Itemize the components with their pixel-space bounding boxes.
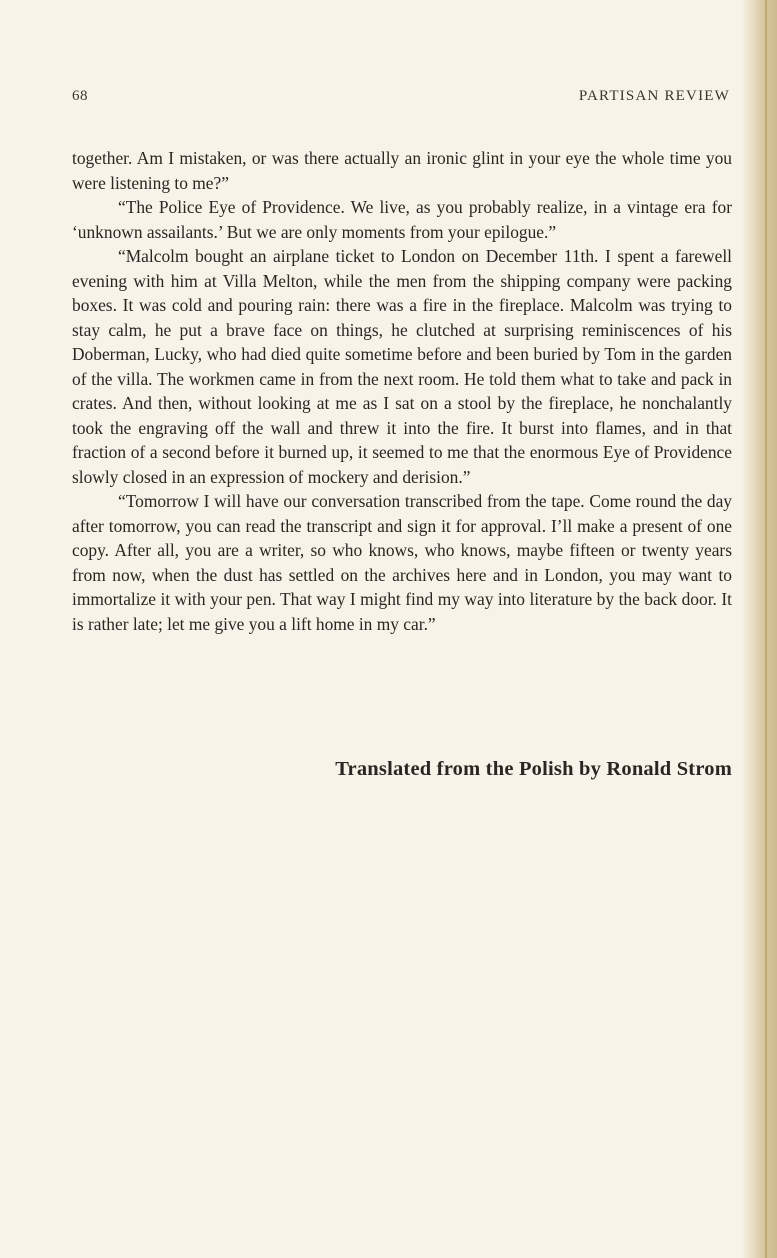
- page-edge-shadow: [741, 0, 777, 1258]
- translator-credit: Translated from the Polish by Ronald Strom: [335, 758, 732, 780]
- page-number: 68: [72, 88, 88, 104]
- paragraph: “The Police Eye of Providence. We live, as you probably realize, in a vintage era for ‘unknown assailants.’ But we are only moments from your epilogue.”: [72, 197, 732, 242]
- body-text: [72, 146, 732, 636]
- journal-name: PARTISAN REVIEW: [578, 88, 730, 104]
- paragraph-continuation: together. Am I mistaken, or was there actually an ironic glint in your eye the whole time you were listening to me?”: [72, 148, 732, 193]
- running-head: [72, 88, 730, 110]
- page-edge-line: [765, 0, 767, 1258]
- paragraph: “Tomorrow I will have our conversation transcribed from the tape. Come round the day after tomorrow, you can read the transcript and sign it for approval. I’ll make a present of one copy. After all, you are a writer, so who knows, who knows, maybe fifteen or twenty years from now, when the dust has settled on the archives here and in London, you may want to immortalize it with your pen. That way I might find my way into literature by the back door. It is rather late; let me give you a lift home in my car.”: [72, 491, 732, 634]
- paragraph: “Malcolm bought an airplane ticket to London on December 11th. I spent a farewell evening with him at Villa Melton, while the men from the shipping company were packing boxes. It was cold and pouring rain: there was a fire in the fireplace. Malcolm was trying to stay calm, he put a brave face on things, he clutched at surprising reminiscences of his Doberman, Lucky, who had died quite sometime before and been buried by Tom in the garden of the villa. The workmen came in from the next room. He told them what to take and pack in crates. And then, without looking at me as I sat on a stool by the fireplace, he nonchalantly took the engraving off the wall and threw it into the fire. It burst into flames, and in that fraction of a second before it burned up, it seemed to me that the enormous Eye of Providence slowly closed in an expression of mockery and derision.”: [72, 246, 732, 487]
